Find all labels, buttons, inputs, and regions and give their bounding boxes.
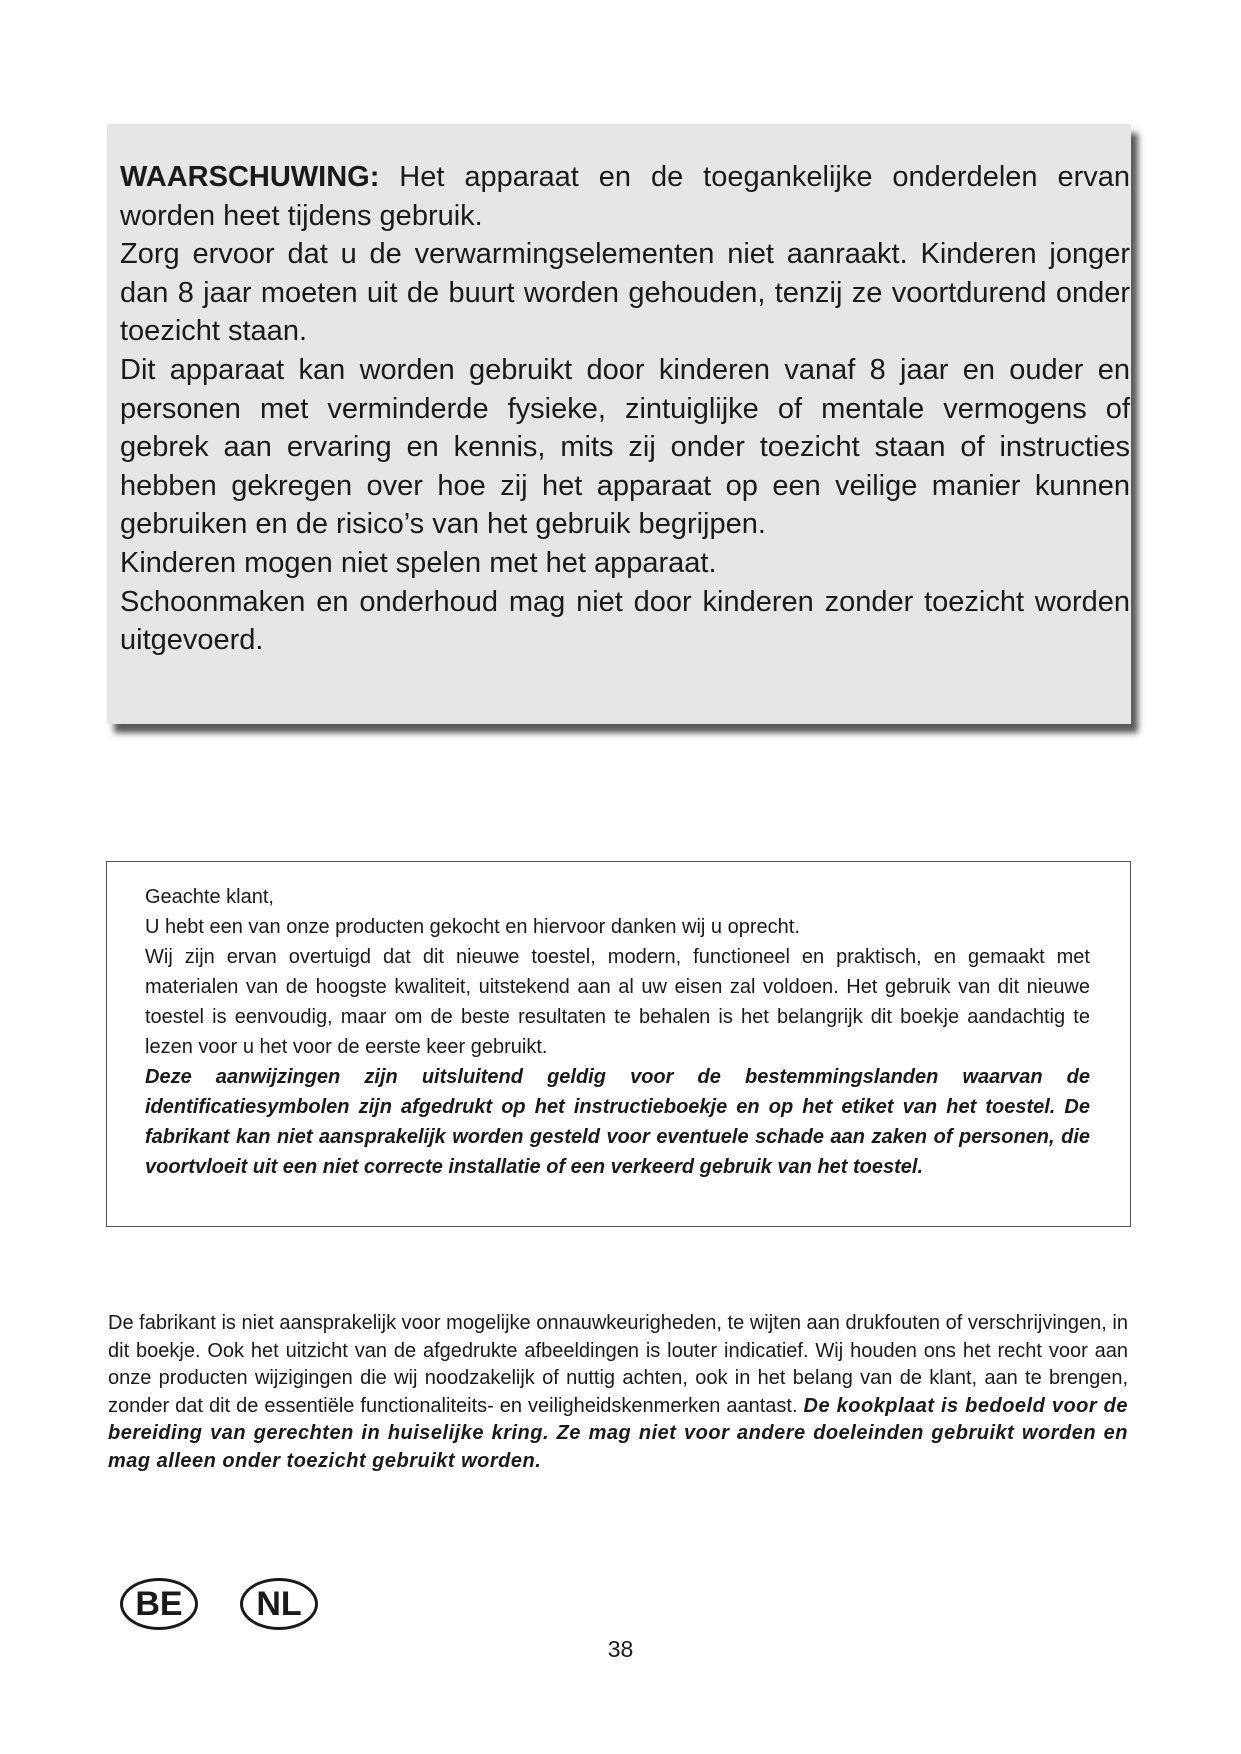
warning-paragraph: Kinderen mogen niet spelen met het apparaat.	[120, 546, 717, 579]
warning-paragraph: Dit apparaat kan worden gebruikt door kinderen vanaf 8 jaar en ouder en personen met verminderde fysieke, zintuiglijke of mentale vermogens of gebrek aan ervaring en kennis, mits zij onder toezicht staan of instructies hebben gekregen over hoe zij het apparaat op een veilige manier kunnen gebruiken en de risico’s van het gebruik begrijpen.	[120, 353, 1130, 541]
intro-text	[145, 882, 1090, 1182]
warning-paragraph: Zorg ervoor dat u de verwarmingselementen niet aanraakt. Kinderen jonger dan 8 jaar moeten uit de buurt worden gehouden, tenzij ze voortdurend onder toezicht staan.	[120, 238, 1130, 348]
intro-body: Wij zijn ervan overtuigd dat dit nieuwe toestel, modern, functioneel en praktisch, en gemaakt met materialen van de hoogste kwaliteit, uitstekend aan al uw eisen zal voldoen. Het gebruik van dit nieuwe toestel is eenvoudig, maar om de beste resultaten te behalen is het belangrijk dit boekje aandachtig te lezen voor u het voor de eerste keer gebruikt.	[145, 946, 1090, 1058]
disclaimer-emphasis: De kookplaat is bedoeld voor de bereiding van gerechten in huiselijke kring. Ze mag niet voor andere doeleinden gebruikt worden en mag alleen onder toezicht gebruikt worden.	[108, 1394, 1129, 1472]
warning-text	[120, 158, 1130, 660]
warning-label: WAARSCHUWING:	[120, 161, 380, 193]
country-badge-nl: NL	[240, 1578, 318, 1630]
country-badge-be: BE	[120, 1578, 198, 1630]
warning-first-line: Het apparaat en de toegankelijke onderdelen ervan worden heet tijdens gebruik.	[120, 161, 1130, 232]
page-number: 38	[607, 1636, 634, 1662]
disclaimer-text: De fabrikant is niet aansprakelijk voor mogelijke onnauwkeurigheden, te wijten aan drukfouten of verschrijvingen, in dit boekje. Ook het uitzicht van de afgedrukte afbeeldingen is louter indicatief. Wij houden ons het recht voor aan onze producten wijzigingen die wij noodzakelijk of nuttig achten, ook in het belang van de klant, aan te brengen, zonder dat dit de essentiële functionaliteits- en veiligheidskenmerken aantast.	[108, 1312, 1128, 1417]
intro-thanks: U hebt een van onze producten gekocht en hiervoor danken wij u oprecht.	[145, 916, 800, 938]
intro-greeting: Geachte klant,	[145, 886, 274, 908]
warning-paragraph: Schoonmaken en onderhoud mag niet door kinderen zonder toezicht worden uitgevoerd.	[120, 585, 1130, 657]
disclaimer	[108, 1310, 1128, 1475]
intro-notice: Deze aanwijzingen zijn uitsluitend geldig voor de bestemmingslanden waarvan de identificatiesymbolen zijn afgedrukt op het instructieboekje en op het etiket van het toestel. De fabrikant kan niet aansprakelijk worden gesteld voor eventuele schade aan zaken of personen, die voortvloeit uit een niet correcte installatie of een verkeerd gebruik van het toestel.	[145, 1066, 1090, 1178]
warning-first-paragraph	[120, 158, 1130, 235]
